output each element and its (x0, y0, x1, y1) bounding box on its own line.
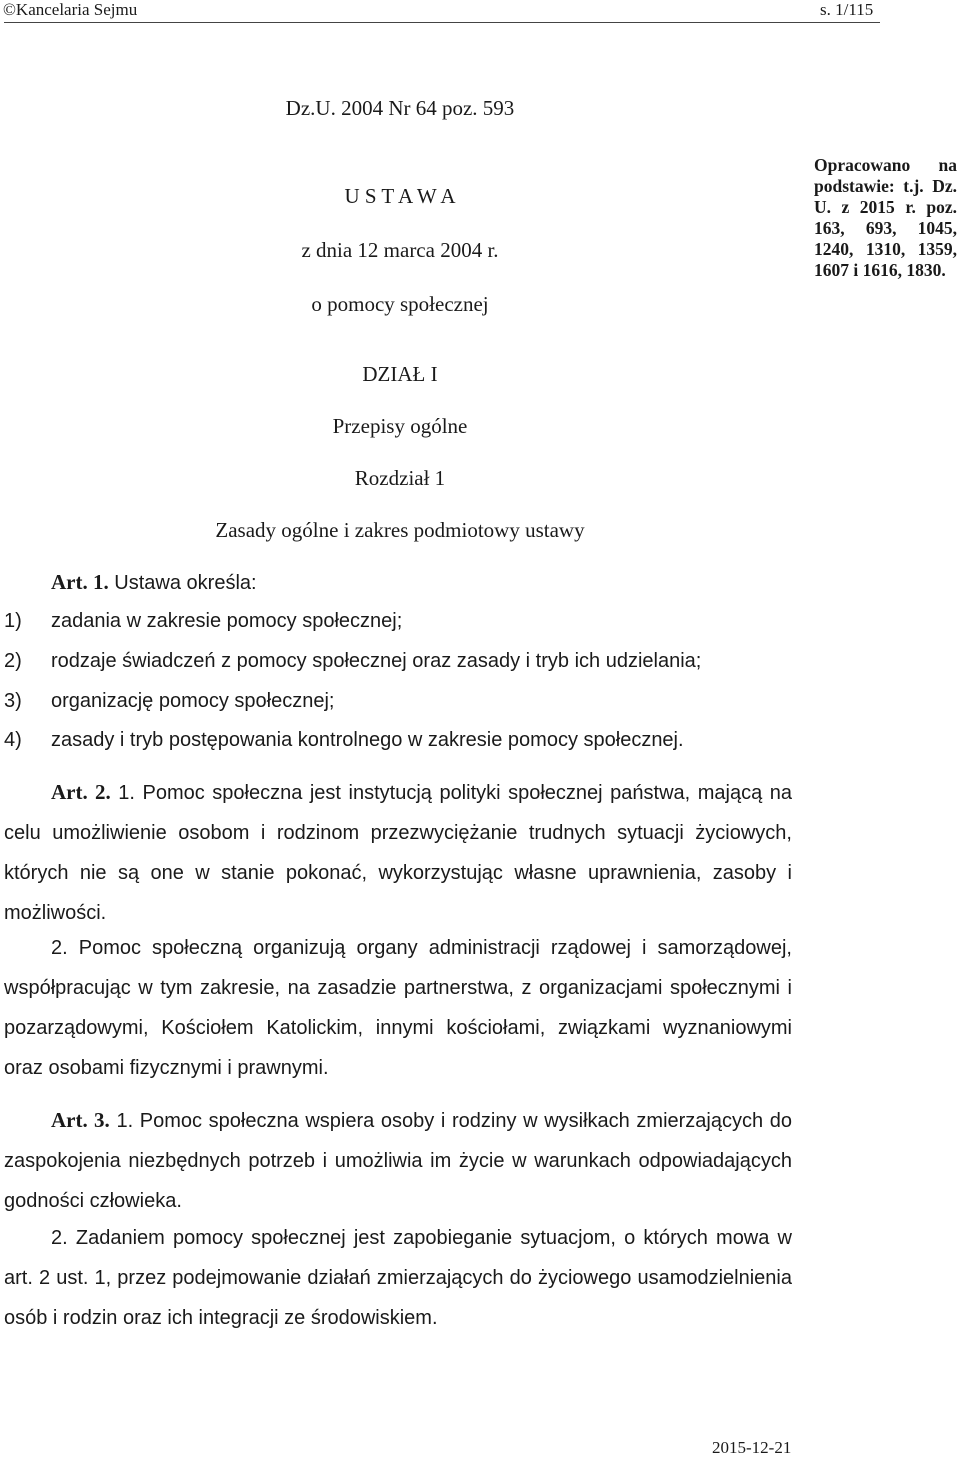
consolidation-note: Opracowano na podstawie: t.j. Dz. U. z 2015 r. poz. 163, 693, 1045, 1240, 1310, 1359, 1607 i 1616, 1830. (814, 155, 957, 280)
list-number: 1) (4, 610, 22, 632)
act-type: U S T A W A (344, 184, 456, 208)
chapter-name: Zasady ogólne i zakres podmiotowy ustawy (215, 518, 585, 542)
art2-paragraph-1 (4, 772, 792, 933)
footer-date: 2015-12-21 (712, 1438, 792, 1457)
division-label: DZIAŁ I (362, 362, 438, 386)
act-subject: o pomocy społecznej (311, 292, 489, 316)
art3-paragraph-1 (4, 1100, 792, 1221)
art1-heading (51, 570, 257, 595)
art1-label: Art. 1. (51, 570, 109, 594)
art3-label: Art. 3. (51, 1108, 110, 1132)
list-text: organizację pomocy społecznej; (51, 690, 335, 712)
art2-paragraph-2 (4, 928, 792, 1088)
list-text: rodzaje świadczeń z pomocy społecznej oraz zasady i tryb ich udzielania; (51, 650, 702, 672)
header-rule (4, 22, 880, 23)
art1-item-3 (4, 690, 335, 713)
header-source: ©Kancelaria Sejmu (3, 0, 138, 19)
list-text: zadania w zakresie pomocy społecznej; (51, 610, 403, 632)
header-page-number: s. 1/115 (820, 0, 874, 19)
art2-p1-text: 1. Pomoc społeczna jest instytucją polityki społecznej państwa, mającą na celu umożliwienie osobom i rodzinom przezwyciężanie trudnych sytuacji życiowych, których nie są one w stanie pokonać, wykorzystując własne uprawnienia, zasoby i możliwości. (4, 782, 793, 924)
list-number: 4) (4, 729, 22, 751)
art3-p1-text: 1. Pomoc społeczna wspiera osoby i rodziny w wysiłkach zmierzających do zaspokojenia niezbędnych potrzeb i umożliwia im życie w warunkach odpowiadających godności człowieka. (4, 1110, 792, 1212)
division-name: Przepisy ogólne (332, 414, 468, 438)
art1-intro: Ustawa określa: (114, 572, 257, 594)
art1-item-1 (4, 610, 402, 633)
art3-paragraph-2 (4, 1218, 792, 1338)
art2-label: Art. 2. (51, 780, 111, 804)
art1-item-2 (4, 650, 701, 673)
art3-p2-text: 2. Zadaniem pomocy społecznej jest zapobieganie sytuacjom, o których mowa w art. 2 ust. 1, przez podejmowanie działań zmierzających do życiowego usamodzielnienia osób i rodzin oraz ich integracji ze środowiskiem. (4, 1227, 792, 1329)
chapter-label: Rozdział 1 (354, 466, 446, 490)
list-number: 2) (4, 650, 22, 672)
art2-p2-text: 2. Pomoc społeczną organizują organy administracji rządowej i samorządowej, współpracując w tym zakresie, na zasadzie partnerstwa, z organizacjami społecznymi i pozarządowymi, Kościołem Katolickim, innymi kościołami, związkami wyznaniowymi oraz osobami fizycznymi i prawnymi. (4, 937, 792, 1079)
journal-reference: Dz.U. 2004 Nr 64 poz. 593 (285, 96, 515, 120)
list-text: zasady i tryb postępowania kontrolnego w zakresie pomocy społecznej. (51, 729, 684, 751)
act-date: z dnia 12 marca 2004 r. (301, 238, 499, 262)
art1-item-4 (4, 729, 684, 752)
list-number: 3) (4, 690, 22, 712)
